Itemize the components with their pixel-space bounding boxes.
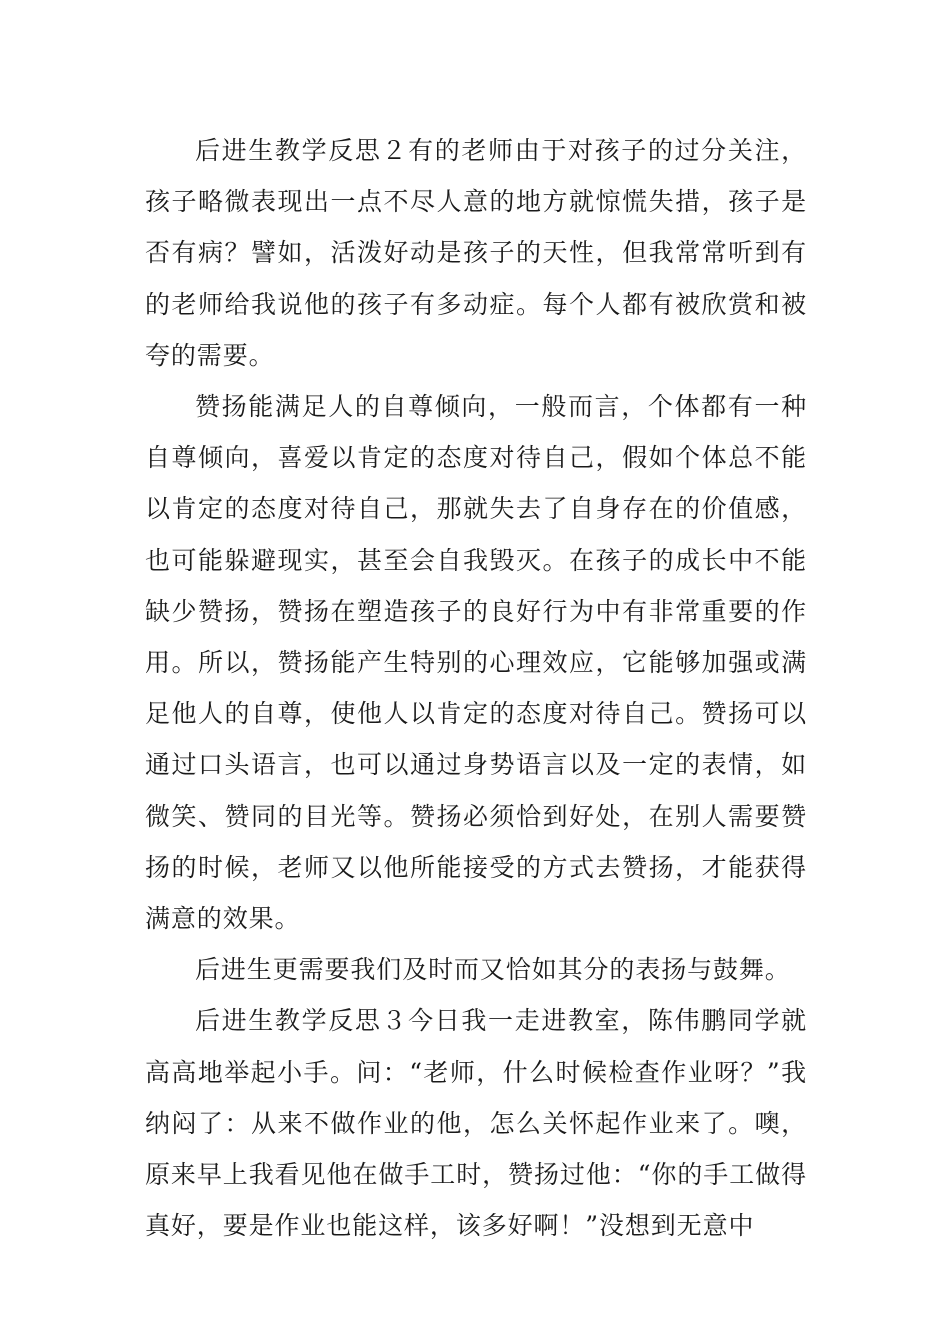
paragraph-reflection-3: 后进生教学反思３今日我一走进教室，陈伟鹏同学就高高地举起小手。问：“老师，什么时候检查作业呀？”我纳闷了：从来不做作业的他，怎么关怀起作业来了。噢，原来早上我看见他在做手工时，赞扬过他：“你的手工做得真好，要是作业也能这样，该多好啊！”没想到无意中 xyxy=(145,1006,807,1241)
paragraph-reflection-2: 后进生教学反思２有的老师由于对孩子的过分关注，孩子略微表现出一点不尽人意的地方就惊慌失措，孩子是否有病？譬如，活泼好动是孩子的天性，但我常常听到有的老师给我说他的孩子有多动症。每个人都有被欣赏和被夸的需要。 xyxy=(145,136,807,370)
paragraph-praise-self-esteem: 赞扬能满足人的自尊倾向，一般而言，个体都有一种自尊倾向，喜爱以肯定的态度对待自己，假如个体总不能以肯定的态度对待自己，那就失去了自身存在的价值感，也可能躲避现实，甚至会自我毁灭。在孩子的成长中不能缺少赞扬，赞扬在塑造孩子的良好行为中有非常重要的作用。所以，赞扬能产生特别的心理效应，它能够加强或满足他人的自尊，使他人以肯定的态度对待自己。赞扬可以通过口头语言，也可以通过身势语言以及一定的表情，如微笑、赞同的目光等。赞扬必须恰到好处，在别人需要赞扬的时候，老师又以他所能接受的方式去赞扬，才能获得满意的效果。 xyxy=(145,392,807,934)
document-page xyxy=(145,125,807,1251)
paragraph-encouragement: 后进生更需要我们及时而又恰如其分的表扬与鼓舞。 xyxy=(195,955,791,985)
